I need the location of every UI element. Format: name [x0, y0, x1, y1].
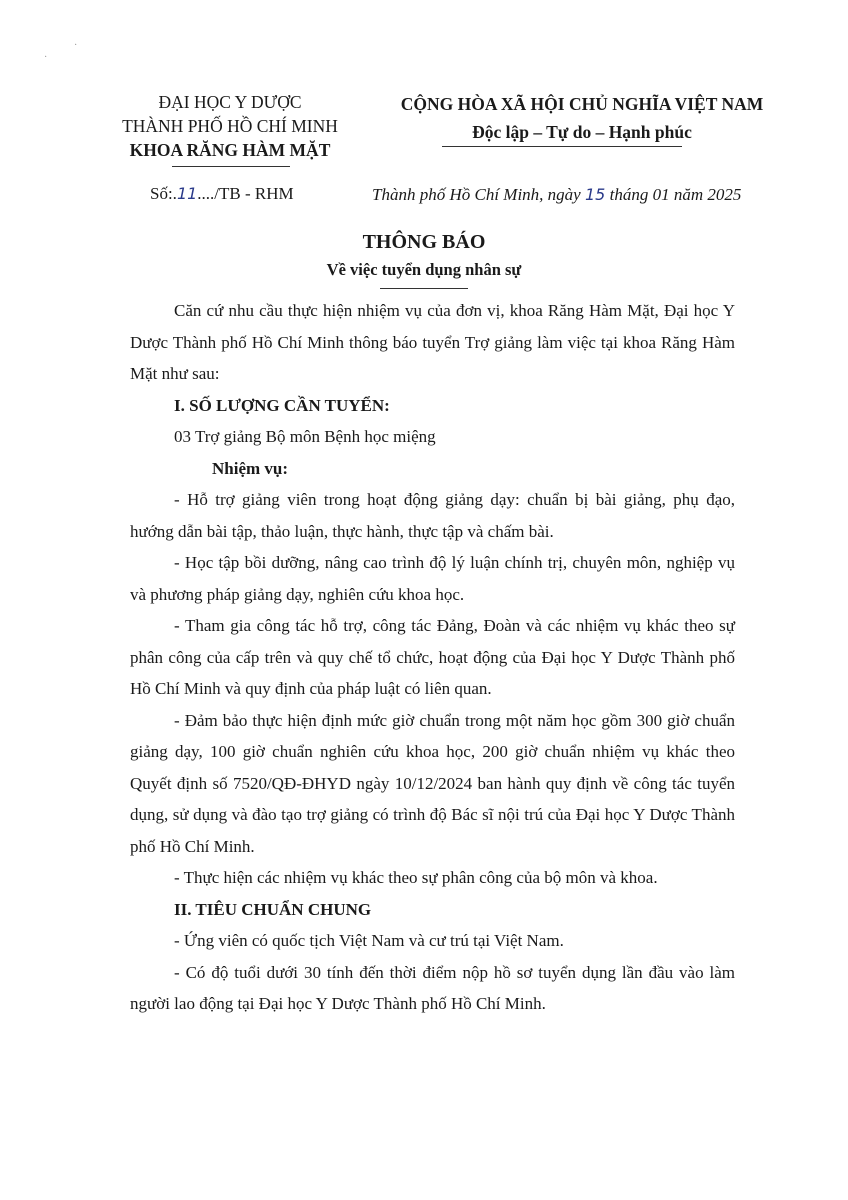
section-heading-criteria: II. TIÊU CHUẨN CHUNG: [174, 899, 372, 919]
header-left-divider: [172, 166, 290, 167]
reference-prefix: Số:.: [150, 184, 177, 203]
title-divider: [380, 288, 468, 289]
faculty-name: KHOA RĂNG HÀM MẶT: [129, 140, 331, 160]
document-body: [130, 295, 735, 1020]
duty-item: - Thực hiện các nhiệm vụ khác theo sự phân công của bộ môn và khoa.: [174, 868, 658, 887]
country-name: CỘNG HÒA XÃ HỘI CHỦ NGHĨA VIỆT NAM: [400, 94, 764, 114]
scan-speck: ·: [74, 40, 78, 51]
duty-item: - Hỗ trợ giảng viên trong hoạt động giảng dạy: chuẩn bị bài giảng, phụ đạo, hướng dẫn bài tập, thảo luận, thực hành, thực tập và chấm bài.: [130, 490, 735, 541]
document-subtitle: Về việc tuyển dụng nhân sự: [326, 260, 522, 279]
date-place: Thành phố Hồ Chí Minh, ngày: [372, 185, 585, 204]
national-header: [372, 90, 792, 146]
university-name-line2: THÀNH PHỐ HỒ CHÍ MINH: [122, 116, 338, 136]
document-title: THÔNG BÁO: [362, 231, 486, 253]
criteria-item: - Có độ tuổi dưới 30 tính đến thời điểm nộp hồ sơ tuyển dụng lần đầu vào làm người lao động tại Đại học Y Dược Thành phố Hồ Chí Minh.: [130, 962, 735, 1013]
section-heading-quantity: I. SỐ LƯỢNG CẦN TUYỂN:: [174, 395, 390, 415]
national-motto: Độc lập – Tự do – Hạnh phúc: [472, 122, 692, 142]
document-date: [372, 185, 792, 205]
duty-item: - Học tập bồi dưỡng, nâng cao trình độ lý luận chính trị, chuyên môn, nghiệp vụ và phương pháp giảng dạy, nghiên cứu khoa học.: [130, 553, 735, 604]
issuing-organization: [100, 90, 360, 162]
duties-heading: Nhiệm vụ:: [212, 458, 289, 478]
duty-item: - Tham gia công tác hỗ trợ, công tác Đảng, Đoàn và các nhiệm vụ khác theo sự phân công của cấp trên và quy chế tổ chức, hoạt động của Đại học Y Dược Thành phố Hồ Chí Minh và quy định của pháp luật có liên quan.: [130, 616, 735, 698]
intro-paragraph: Căn cứ nhu cầu thực hiện nhiệm vụ của đơn vị, khoa Răng Hàm Mặt, Đại học Y Dược Thành phố Hồ Chí Minh thông báo tuyển Trợ giảng làm việc tại khoa Răng Hàm Mặt như sau:: [130, 301, 735, 383]
reference-suffix: ..../TB - RHM: [197, 184, 294, 203]
university-name-line1: ĐẠI HỌC Y DƯỢC: [158, 92, 302, 112]
position-quantity: 03 Trợ giảng Bộ môn Bệnh học miệng: [174, 427, 436, 446]
criteria-item: - Ứng viên có quốc tịch Việt Nam và cư trú tại Việt Nam.: [174, 931, 564, 950]
duty-item: - Đảm bảo thực hiện định mức giờ chuẩn trong một năm học gồm 300 giờ chuẩn giảng dạy, 100 giờ chuẩn nghiên cứu khoa học, 200 giờ chuẩn nhiệm vụ khác theo Quyết định số 7520/QĐ-ĐHYD ngày 10/12/2024 ban hành quy định về công tác tuyển dụng, sử dụng và đào tạo trợ giảng có trình độ Bác sĩ nội trú của Đại học Y Dược Thành phố Hồ Chí Minh.: [130, 710, 735, 856]
date-day: 15: [584, 185, 606, 204]
header-right-divider: [442, 146, 682, 147]
document-reference: [150, 184, 294, 204]
reference-number: 11: [176, 184, 198, 203]
scan-speck: ·: [44, 52, 48, 63]
date-rest: tháng 01 năm 2025: [605, 185, 742, 204]
